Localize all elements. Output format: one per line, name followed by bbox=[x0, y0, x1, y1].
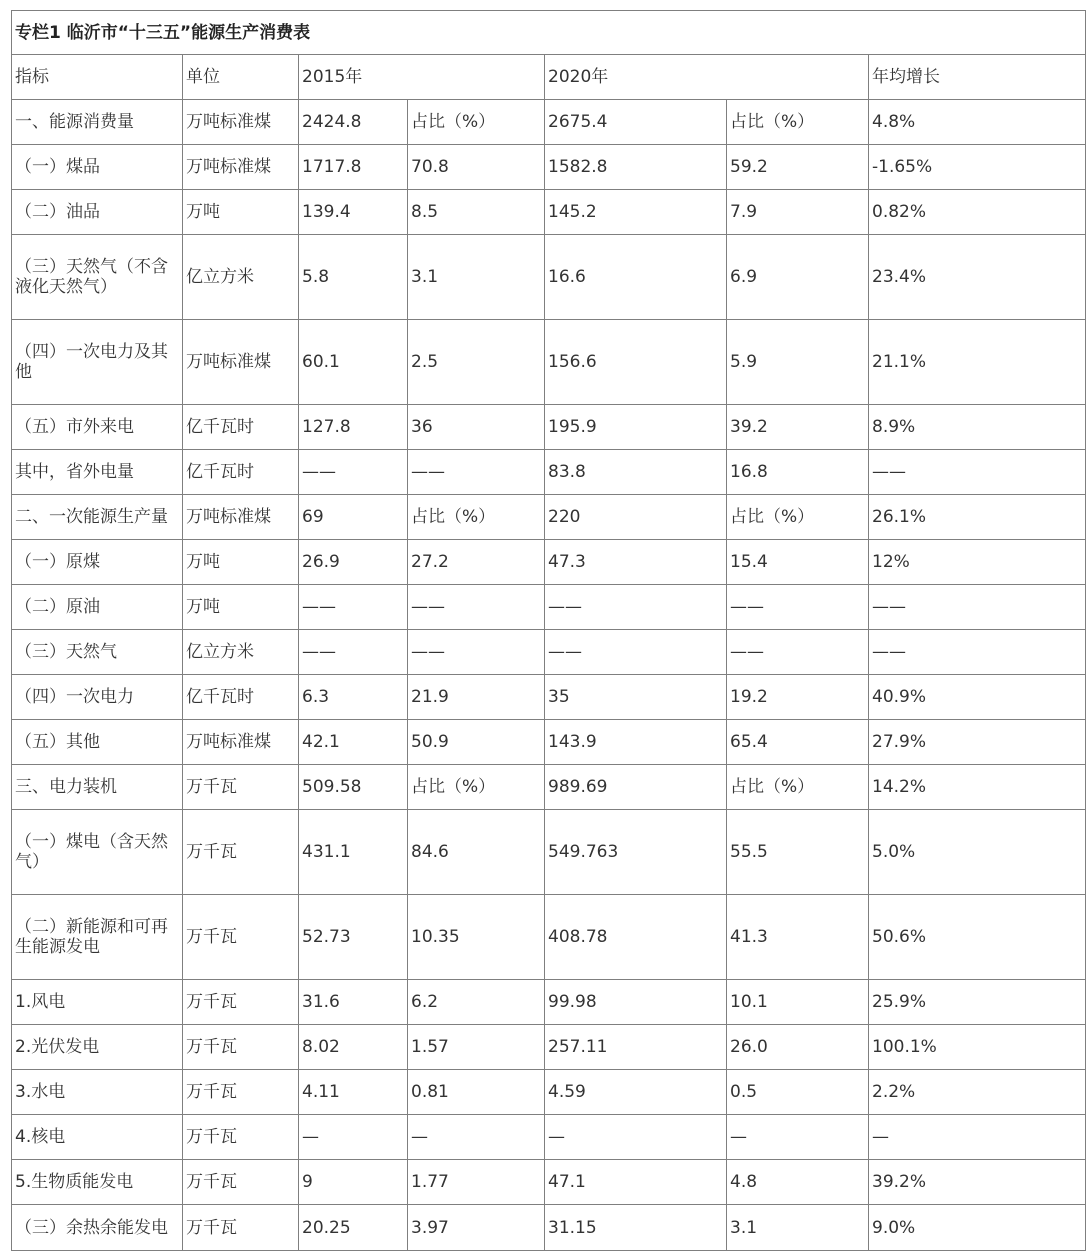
unit-cell: 亿千瓦时 bbox=[183, 405, 299, 450]
unit-cell: 万千瓦 bbox=[183, 810, 299, 895]
growth-cell: — bbox=[869, 1115, 1086, 1160]
share-2020-cell: 4.8 bbox=[727, 1160, 869, 1205]
table-row bbox=[12, 675, 1086, 720]
table-header-row bbox=[12, 55, 1086, 100]
growth-cell: —— bbox=[869, 585, 1086, 630]
unit-cell: 万吨 bbox=[183, 585, 299, 630]
value-2015-cell: 20.25 bbox=[299, 1205, 408, 1251]
share-2020-cell: 7.9 bbox=[727, 190, 869, 235]
unit-cell: 万吨标准煤 bbox=[183, 720, 299, 765]
table-row bbox=[12, 630, 1086, 675]
value-2015-cell: 127.8 bbox=[299, 405, 408, 450]
value-2020-cell: 16.6 bbox=[545, 235, 727, 320]
value-2020-cell: 2675.4 bbox=[545, 100, 727, 145]
share-2020-cell: 10.1 bbox=[727, 980, 869, 1025]
share-2015-cell: 1.57 bbox=[408, 1025, 545, 1070]
header-unit: 单位 bbox=[183, 55, 299, 100]
share-2020-cell: 39.2 bbox=[727, 405, 869, 450]
share-2015-cell: 3.1 bbox=[408, 235, 545, 320]
energy-table bbox=[11, 10, 1086, 1251]
share-2020-cell: —— bbox=[727, 585, 869, 630]
unit-cell: 万千瓦 bbox=[183, 1070, 299, 1115]
share-2015-cell: 84.6 bbox=[408, 810, 545, 895]
value-2020-cell: 47.3 bbox=[545, 540, 727, 585]
value-2015-cell: —— bbox=[299, 630, 408, 675]
share-2020-cell: 5.9 bbox=[727, 320, 869, 405]
growth-cell: 26.1% bbox=[869, 495, 1086, 540]
unit-cell: 万吨标准煤 bbox=[183, 100, 299, 145]
indicator-cell: 其中，省外电量 bbox=[12, 450, 183, 495]
unit-cell: 亿立方米 bbox=[183, 630, 299, 675]
value-2015-cell: 2424.8 bbox=[299, 100, 408, 145]
share-2020-cell: 59.2 bbox=[727, 145, 869, 190]
value-2020-cell: 257.11 bbox=[545, 1025, 727, 1070]
growth-cell: 25.9% bbox=[869, 980, 1086, 1025]
value-2020-cell: 1582.8 bbox=[545, 145, 727, 190]
share-2020-cell: — bbox=[727, 1115, 869, 1160]
value-2020-cell: — bbox=[545, 1115, 727, 1160]
indicator-cell: 4.核电 bbox=[12, 1115, 183, 1160]
value-2015-cell: —— bbox=[299, 585, 408, 630]
unit-cell: 万千瓦 bbox=[183, 1205, 299, 1251]
indicator-cell: （三）天然气（不含液化天然气） bbox=[12, 235, 183, 320]
value-2020-cell: 47.1 bbox=[545, 1160, 727, 1205]
value-2015-cell: — bbox=[299, 1115, 408, 1160]
value-2015-cell: 4.11 bbox=[299, 1070, 408, 1115]
indicator-cell: （五）其他 bbox=[12, 720, 183, 765]
growth-cell: 9.0% bbox=[869, 1205, 1086, 1251]
growth-cell: 5.0% bbox=[869, 810, 1086, 895]
growth-cell: 21.1% bbox=[869, 320, 1086, 405]
table-row bbox=[12, 450, 1086, 495]
value-2015-cell: —— bbox=[299, 450, 408, 495]
header-2020: 2020年 bbox=[545, 55, 869, 100]
table-row bbox=[12, 720, 1086, 765]
share-2020-cell: 0.5 bbox=[727, 1070, 869, 1115]
energy-table-container bbox=[11, 10, 1085, 1251]
share-2015-cell: —— bbox=[408, 630, 545, 675]
value-2015-cell: 9 bbox=[299, 1160, 408, 1205]
value-2020-cell: 4.59 bbox=[545, 1070, 727, 1115]
value-2020-cell: 83.8 bbox=[545, 450, 727, 495]
value-2020-cell: 35 bbox=[545, 675, 727, 720]
value-2015-cell: 26.9 bbox=[299, 540, 408, 585]
unit-cell: 万吨标准煤 bbox=[183, 320, 299, 405]
unit-cell: 万吨 bbox=[183, 190, 299, 235]
table-row bbox=[12, 585, 1086, 630]
table-row bbox=[12, 895, 1086, 980]
growth-cell: 100.1% bbox=[869, 1025, 1086, 1070]
table-row bbox=[12, 235, 1086, 320]
indicator-cell: （三）天然气 bbox=[12, 630, 183, 675]
unit-cell: 亿千瓦时 bbox=[183, 675, 299, 720]
indicator-cell: （三）余热余能发电 bbox=[12, 1205, 183, 1251]
value-2020-cell: 143.9 bbox=[545, 720, 727, 765]
table-row bbox=[12, 320, 1086, 405]
unit-cell: 万吨标准煤 bbox=[183, 495, 299, 540]
value-2015-cell: 509.58 bbox=[299, 765, 408, 810]
table-row bbox=[12, 1070, 1086, 1115]
table-row bbox=[12, 980, 1086, 1025]
value-2015-cell: 5.8 bbox=[299, 235, 408, 320]
indicator-cell: 3.水电 bbox=[12, 1070, 183, 1115]
table-row bbox=[12, 1160, 1086, 1205]
value-2015-cell: 60.1 bbox=[299, 320, 408, 405]
unit-cell: 万千瓦 bbox=[183, 895, 299, 980]
value-2015-cell: 8.02 bbox=[299, 1025, 408, 1070]
growth-cell: —— bbox=[869, 630, 1086, 675]
value-2020-cell: 549.763 bbox=[545, 810, 727, 895]
table-title: 专栏1 临沂市“十三五”能源生产消费表 bbox=[12, 11, 1086, 55]
share-2015-cell: — bbox=[408, 1115, 545, 1160]
unit-cell: 万吨 bbox=[183, 540, 299, 585]
indicator-cell: 1.风电 bbox=[12, 980, 183, 1025]
table-row bbox=[12, 145, 1086, 190]
growth-cell: -1.65% bbox=[869, 145, 1086, 190]
table-row bbox=[12, 495, 1086, 540]
indicator-cell: （一）煤品 bbox=[12, 145, 183, 190]
value-2020-cell: 220 bbox=[545, 495, 727, 540]
indicator-cell: （五）市外来电 bbox=[12, 405, 183, 450]
value-2020-cell: —— bbox=[545, 585, 727, 630]
table-row bbox=[12, 1025, 1086, 1070]
indicator-cell: 一、能源消费量 bbox=[12, 100, 183, 145]
growth-cell: 12% bbox=[869, 540, 1086, 585]
share-2015-cell: —— bbox=[408, 585, 545, 630]
value-2015-cell: 139.4 bbox=[299, 190, 408, 235]
growth-cell: 4.8% bbox=[869, 100, 1086, 145]
share-2015-cell: 36 bbox=[408, 405, 545, 450]
value-2015-cell: 69 bbox=[299, 495, 408, 540]
growth-cell: 14.2% bbox=[869, 765, 1086, 810]
indicator-cell: （一）原煤 bbox=[12, 540, 183, 585]
growth-cell: 0.82% bbox=[869, 190, 1086, 235]
value-2020-cell: 156.6 bbox=[545, 320, 727, 405]
growth-cell: 39.2% bbox=[869, 1160, 1086, 1205]
share-2015-cell: 占比（%） bbox=[408, 765, 545, 810]
indicator-cell: 2.光伏发电 bbox=[12, 1025, 183, 1070]
share-2020-cell: 6.9 bbox=[727, 235, 869, 320]
share-2015-cell: 50.9 bbox=[408, 720, 545, 765]
unit-cell: 万千瓦 bbox=[183, 980, 299, 1025]
growth-cell: 27.9% bbox=[869, 720, 1086, 765]
unit-cell: 万千瓦 bbox=[183, 1025, 299, 1070]
indicator-cell: （一）煤电（含天然气） bbox=[12, 810, 183, 895]
unit-cell: 万千瓦 bbox=[183, 1160, 299, 1205]
indicator-cell: （四）一次电力及其他 bbox=[12, 320, 183, 405]
unit-cell: 亿立方米 bbox=[183, 235, 299, 320]
unit-cell: 万千瓦 bbox=[183, 1115, 299, 1160]
value-2015-cell: 6.3 bbox=[299, 675, 408, 720]
share-2015-cell: 21.9 bbox=[408, 675, 545, 720]
unit-cell: 万千瓦 bbox=[183, 765, 299, 810]
unit-cell: 万吨标准煤 bbox=[183, 145, 299, 190]
share-2015-cell: 27.2 bbox=[408, 540, 545, 585]
value-2020-cell: —— bbox=[545, 630, 727, 675]
share-2020-cell: 26.0 bbox=[727, 1025, 869, 1070]
unit-cell: 亿千瓦时 bbox=[183, 450, 299, 495]
indicator-cell: 5.生物质能发电 bbox=[12, 1160, 183, 1205]
share-2015-cell: 10.35 bbox=[408, 895, 545, 980]
indicator-cell: 三、电力装机 bbox=[12, 765, 183, 810]
share-2020-cell: 3.1 bbox=[727, 1205, 869, 1251]
share-2020-cell: 19.2 bbox=[727, 675, 869, 720]
table-row bbox=[12, 405, 1086, 450]
table-row bbox=[12, 765, 1086, 810]
share-2020-cell: 55.5 bbox=[727, 810, 869, 895]
value-2015-cell: 42.1 bbox=[299, 720, 408, 765]
header-2015: 2015年 bbox=[299, 55, 545, 100]
share-2015-cell: —— bbox=[408, 450, 545, 495]
table-row bbox=[12, 100, 1086, 145]
growth-cell: 40.9% bbox=[869, 675, 1086, 720]
growth-cell: 8.9% bbox=[869, 405, 1086, 450]
share-2020-cell: 41.3 bbox=[727, 895, 869, 980]
share-2020-cell: 15.4 bbox=[727, 540, 869, 585]
header-indicator: 指标 bbox=[12, 55, 183, 100]
growth-cell: 23.4% bbox=[869, 235, 1086, 320]
share-2020-cell: 16.8 bbox=[727, 450, 869, 495]
share-2020-cell: 占比（%） bbox=[727, 495, 869, 540]
growth-cell: 2.2% bbox=[869, 1070, 1086, 1115]
table-row bbox=[12, 190, 1086, 235]
value-2020-cell: 408.78 bbox=[545, 895, 727, 980]
value-2020-cell: 195.9 bbox=[545, 405, 727, 450]
share-2020-cell: 占比（%） bbox=[727, 765, 869, 810]
table-row bbox=[12, 810, 1086, 895]
value-2020-cell: 99.98 bbox=[545, 980, 727, 1025]
share-2015-cell: 6.2 bbox=[408, 980, 545, 1025]
share-2020-cell: —— bbox=[727, 630, 869, 675]
value-2015-cell: 31.6 bbox=[299, 980, 408, 1025]
share-2015-cell: 70.8 bbox=[408, 145, 545, 190]
value-2020-cell: 31.15 bbox=[545, 1205, 727, 1251]
indicator-cell: （二）原油 bbox=[12, 585, 183, 630]
share-2015-cell: 0.81 bbox=[408, 1070, 545, 1115]
table-row bbox=[12, 1205, 1086, 1251]
share-2015-cell: 2.5 bbox=[408, 320, 545, 405]
value-2020-cell: 989.69 bbox=[545, 765, 727, 810]
growth-cell: 50.6% bbox=[869, 895, 1086, 980]
share-2015-cell: 1.77 bbox=[408, 1160, 545, 1205]
indicator-cell: （二）油品 bbox=[12, 190, 183, 235]
value-2015-cell: 431.1 bbox=[299, 810, 408, 895]
indicator-cell: （四）一次电力 bbox=[12, 675, 183, 720]
value-2020-cell: 145.2 bbox=[545, 190, 727, 235]
table-row bbox=[12, 540, 1086, 585]
value-2015-cell: 1717.8 bbox=[299, 145, 408, 190]
share-2020-cell: 65.4 bbox=[727, 720, 869, 765]
table-body bbox=[12, 100, 1086, 1251]
indicator-cell: 二、一次能源生产量 bbox=[12, 495, 183, 540]
growth-cell: —— bbox=[869, 450, 1086, 495]
share-2015-cell: 8.5 bbox=[408, 190, 545, 235]
share-2015-cell: 占比（%） bbox=[408, 495, 545, 540]
indicator-cell: （二）新能源和可再生能源发电 bbox=[12, 895, 183, 980]
value-2015-cell: 52.73 bbox=[299, 895, 408, 980]
table-row bbox=[12, 1115, 1086, 1160]
share-2015-cell: 3.97 bbox=[408, 1205, 545, 1251]
header-annual-growth: 年均增长 bbox=[869, 55, 1086, 100]
share-2020-cell: 占比（%） bbox=[727, 100, 869, 145]
share-2015-cell: 占比（%） bbox=[408, 100, 545, 145]
